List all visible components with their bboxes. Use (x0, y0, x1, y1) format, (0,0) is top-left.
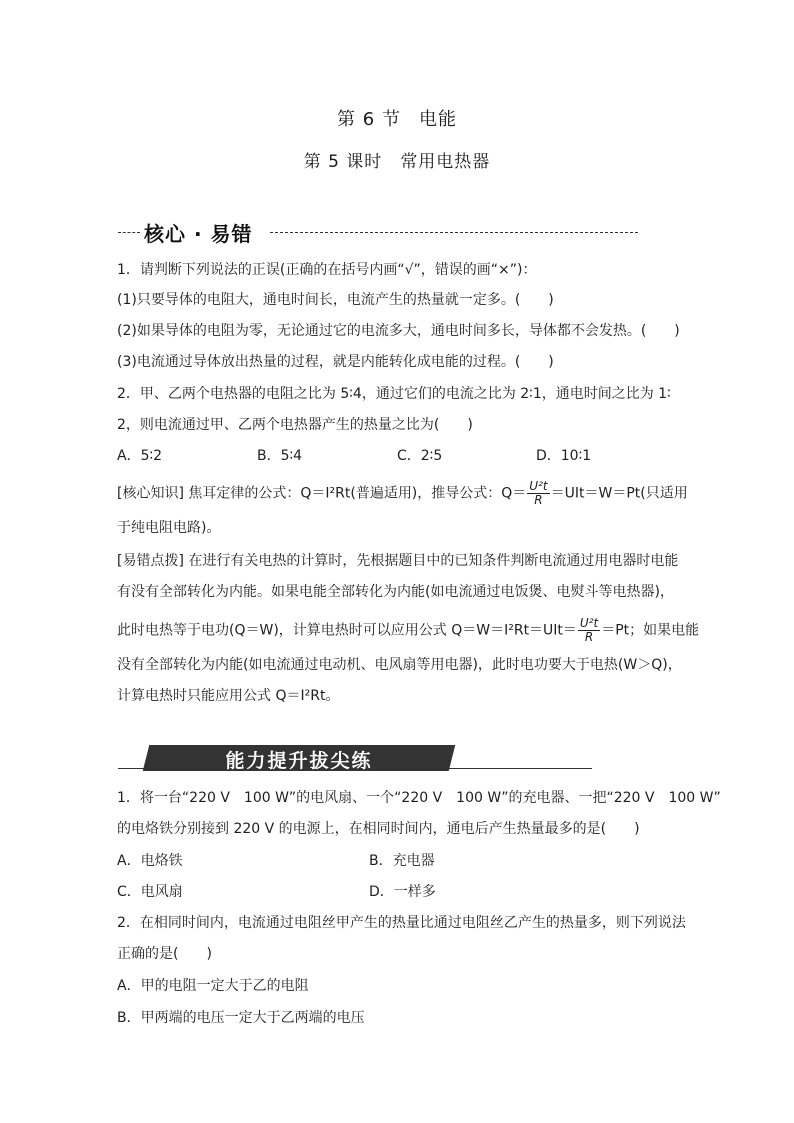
p1-option-d: D．一样多 (369, 884, 436, 900)
tips-fraction-denominator: R (584, 630, 594, 644)
lesson-title (0, 105, 794, 131)
q2-option-c: C．2∶5 (397, 448, 443, 464)
core-knowledge-text-b: ＝UIt＝W＝Pt(只适用 (550, 485, 688, 502)
core-errors-label: 核心 · 易错 (144, 222, 253, 246)
q1-stem: 1．请判断下列说法的正误(正确的在括号内画“√”，错误的画“×”)： (117, 262, 537, 278)
dashed-rule (270, 232, 638, 233)
tips-line3-text-a: 此时电热等于电功(Q＝W)，计算电热时可以应用公式 Q＝W＝I²Rt＝UIt＝ (117, 622, 577, 639)
q2-option-a: A．5∶2 (117, 448, 163, 464)
p1-option-a: A．电烙铁 (117, 853, 183, 869)
tips-fraction-numerator: U²t (579, 616, 599, 630)
tips-fraction (578, 617, 600, 644)
p1-stem-line1: 1．将一台“220 V 100 W”的电风扇、一个“220 V 100 W”的充电器、一把“220 V 100 W” (117, 790, 721, 806)
tips-line2: 有没有全部转化为内能。如果电能全部转化为内能(如电流通过电饭煲、电熨斗等电热器)， (117, 584, 674, 600)
q1-item-1: (1)只要导体的电阻大，通电时间长，电流产生的热量就一定多。( ) (117, 292, 554, 308)
lesson-number: 第 6 节 (337, 109, 401, 130)
tips-line5: 计算电热时只能应用公式 Q＝I²Rt。 (117, 688, 340, 704)
p2-stem-line1: 2．在相同时间内，电流通过电阻丝甲产生的热量比通过电阻丝乙产生的热量多，则下列说法 (117, 915, 686, 931)
core-knowledge-line1 (117, 480, 688, 507)
core-knowledge-line2: 于纯电阻电路)。 (117, 520, 221, 536)
q1-item-3: (3)电流通过导体放出热量的过程，就是内能转化成电能的过程。( ) (117, 354, 554, 370)
fraction-denominator: R (534, 493, 543, 507)
p1-stem-line2: 的电烙铁分别接到 220 V 的电源上，在相同时间内，通电后产生热量最多的是( ) (117, 821, 640, 837)
p2-stem-line2: 正确的是( ) (117, 946, 212, 962)
core-knowledge-text-a: [核心知识] 焦耳定律的公式：Q＝I²Rt(普遍适用)，推导公式：Q＝ (117, 485, 527, 502)
tips-line3-text-b: ＝Pt；如果电能 (601, 622, 700, 639)
tips-line1: [易错点拨] 在进行有关电热的计算时，先根据题目中的已知条件判断电流通过用电器时电能 (117, 553, 679, 569)
core-errors-header (118, 218, 638, 248)
tips-line4: 没有全部转化为内能(如电流通过电动机、电风扇等用电器)，此时电功要大于电热(W＞Q)， (117, 657, 682, 673)
lesson-subtitle (0, 147, 794, 172)
ability-practice-label: 能力提升拔尖练 (225, 750, 373, 772)
p1-option-c: C．电风扇 (117, 884, 183, 900)
fraction-numerator: U²t (529, 479, 548, 493)
dashed-lead (118, 232, 140, 233)
formula-fraction (527, 480, 549, 507)
q1-item-2: (2)如果导体的电阻为零，无论通过它的电流多大，通电时间多长，导体都不会发热。( ) (117, 323, 680, 339)
period-name: 常用电热器 (400, 152, 491, 172)
p2-option-b: B．甲两端的电压一定大于乙两端的电压 (117, 1010, 365, 1026)
tips-line3 (117, 617, 699, 644)
q2-stem-line2: 2，则电流通过甲、乙两个电热器产生的热量之比为( ) (117, 417, 473, 433)
lesson-name: 电能 (418, 109, 457, 130)
period-number: 第 5 课时 (303, 152, 383, 172)
q2-option-b: B．5∶4 (257, 448, 303, 464)
q2-option-d: D．10∶1 (536, 448, 592, 464)
p1-option-b: B．充电器 (369, 853, 435, 869)
q2-stem-line1: 2．甲、乙两个电热器的电阻之比为 5∶4，通过它们的电流之比为 2∶1，通电时间之比为 1∶ (117, 386, 671, 402)
p2-option-a: A．甲的电阻一定大于乙的电阻 (117, 978, 309, 994)
ability-practice-header (118, 745, 592, 773)
